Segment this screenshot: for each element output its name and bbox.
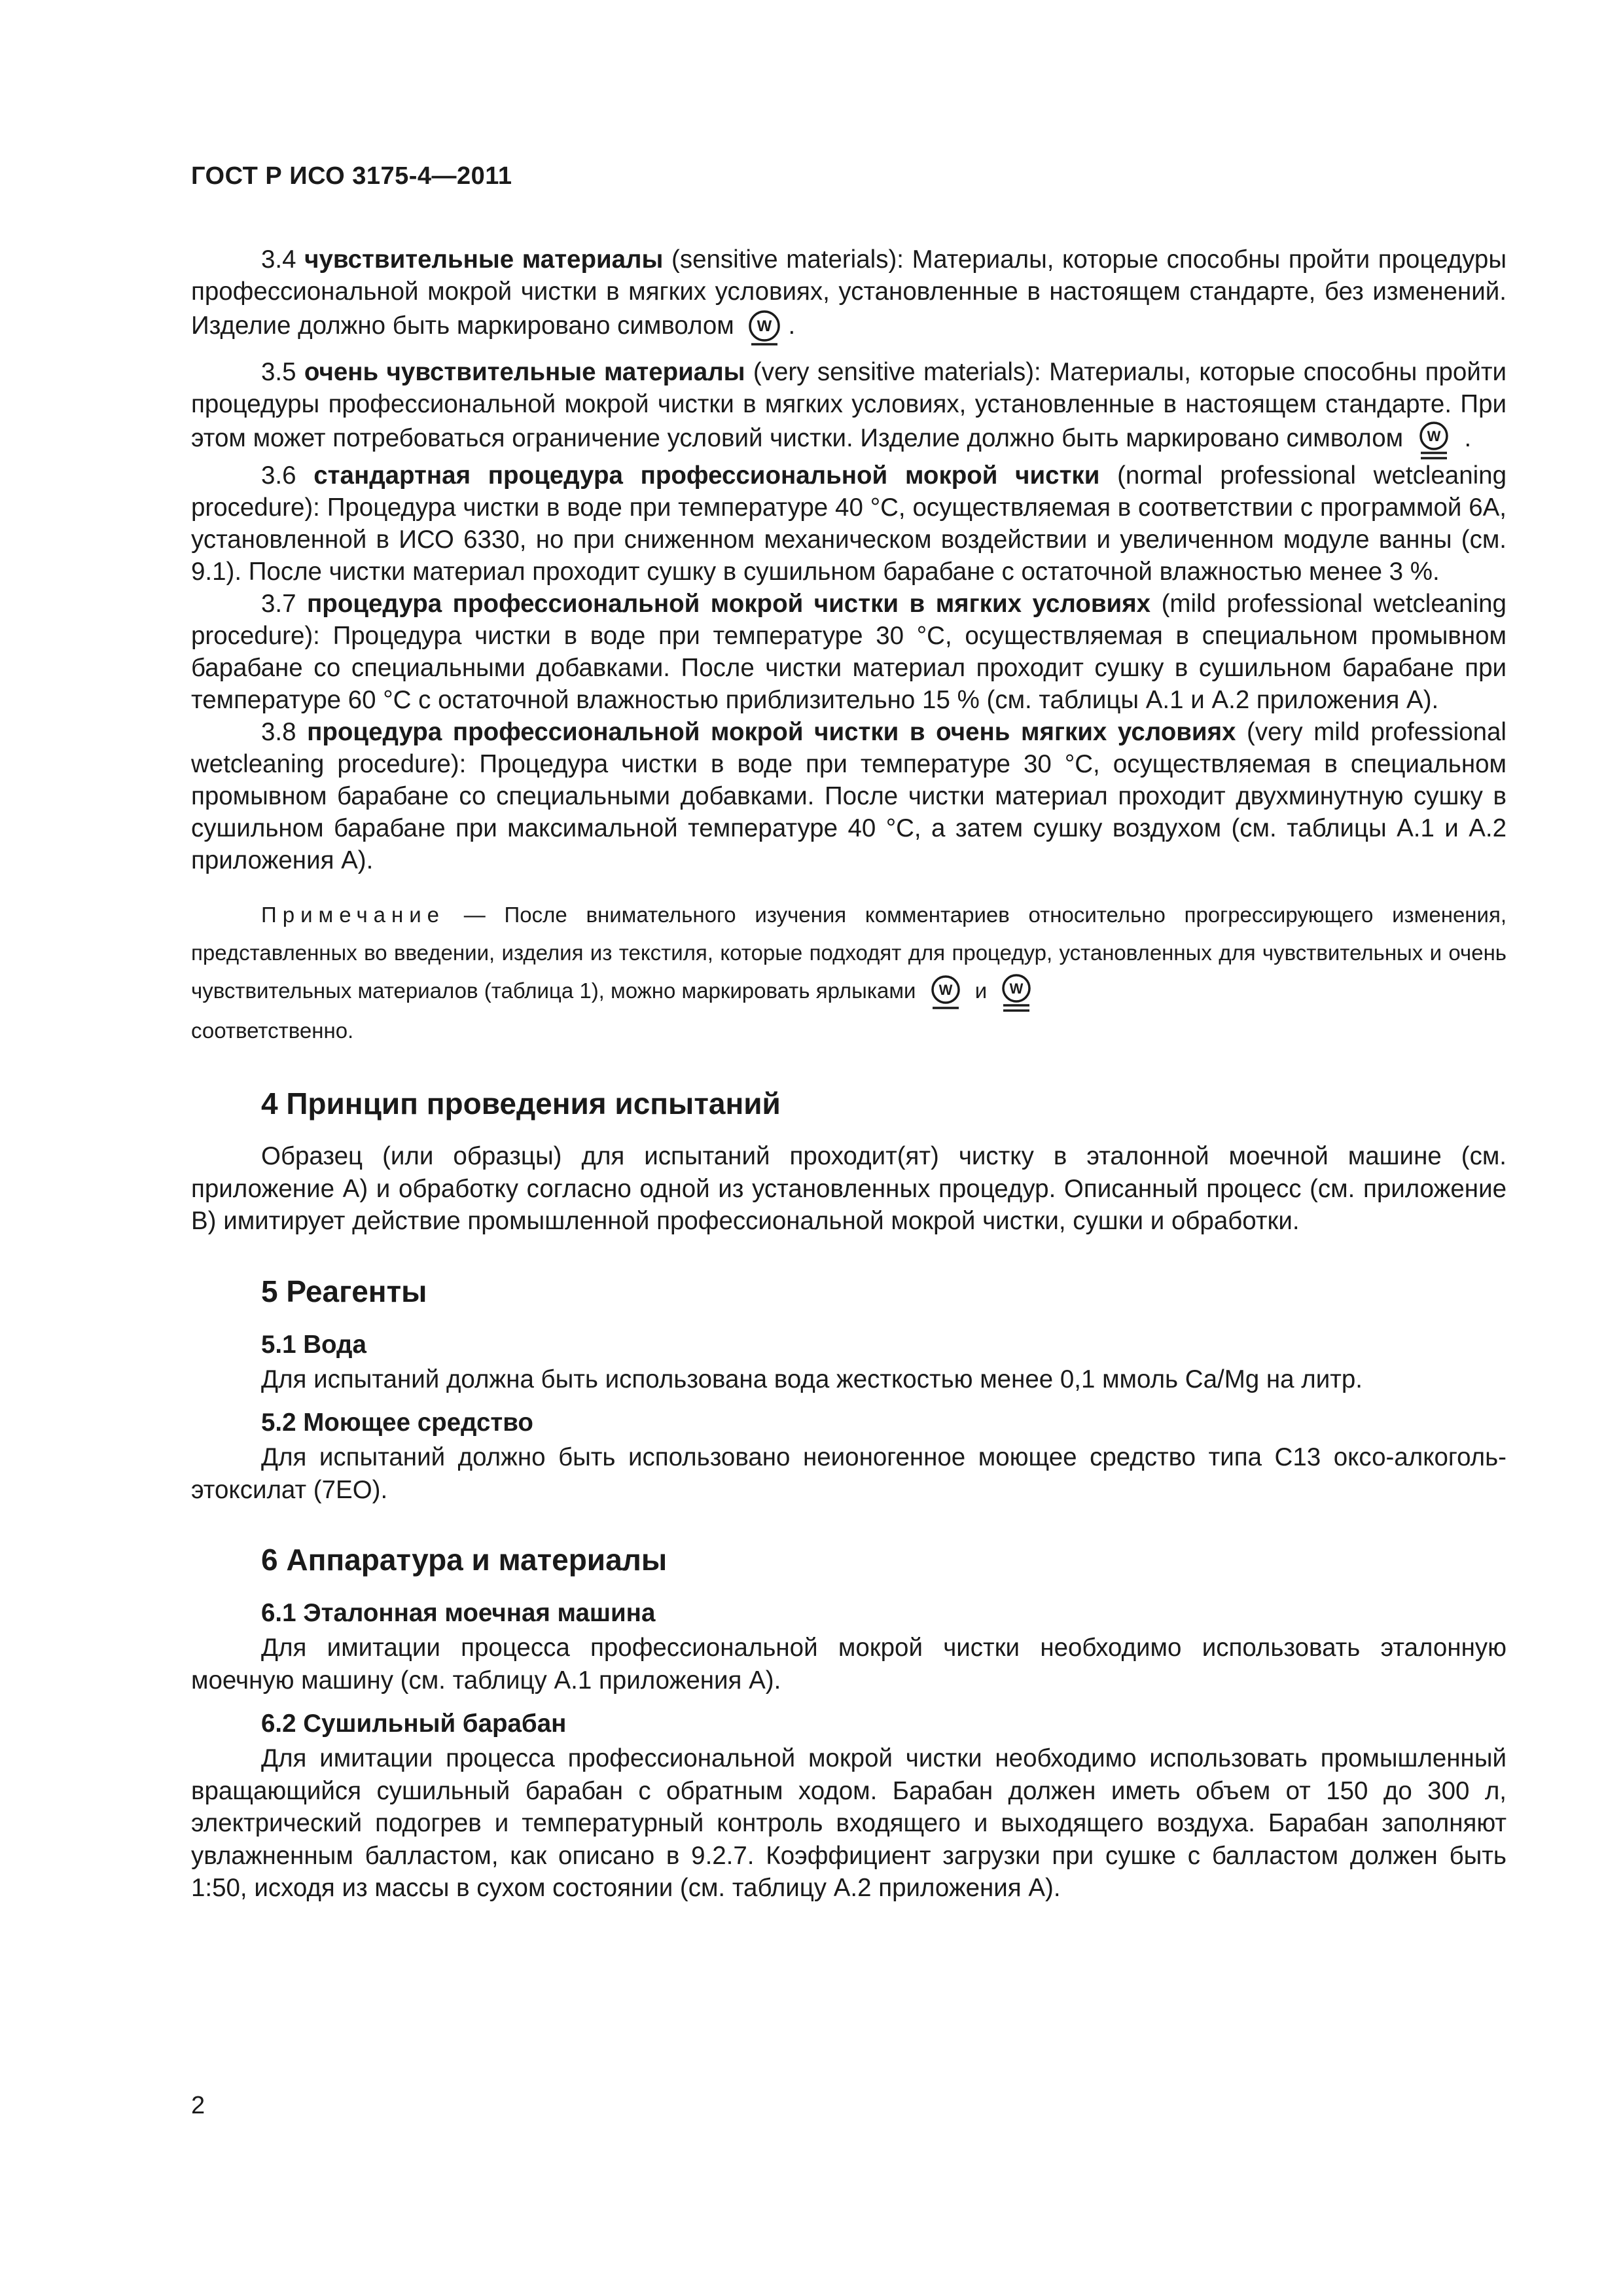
document-body bbox=[191, 243, 1507, 1905]
note-text: — После внимательного изучения комментариев относительно прогрессирующего изменения, представленных во введении, изделия из текстиля, которые подходят для процедур, установленных для чувствительных и очень чувствительных материалов (таблица 1), можно маркировать ярлыками bbox=[191, 903, 1507, 1003]
term-definition: (mild professional wetcleaning procedure): Процедура чистки в воде при температуре 30 °С, осуществляемая в специальном промывном барабане со специальными добавками. После чистки материал проходит сушку в сушильном барабане при температуре 60 °С с остаточной влажностью приблизительно 15 % (см. таблицы А.1 и А.2 приложения А). bbox=[191, 590, 1507, 714]
section-6-title: 6 Аппаратура и материалы bbox=[261, 1543, 668, 1577]
note-paragraph bbox=[191, 896, 1507, 1050]
term-title: процедура профессиональной мокрой чистки в мягких условиях bbox=[307, 590, 1151, 618]
section-5-1-text: Для испытаний должна быть использована вода жесткостью менее 0,1 ммоль Ca/Mg на литр. bbox=[261, 1365, 1363, 1393]
page-number: 2 bbox=[191, 2092, 205, 2119]
term-number: 3.5 bbox=[261, 358, 296, 386]
wetclean-mild-symbol-icon bbox=[926, 973, 965, 1012]
note-end: соответственно. bbox=[191, 1018, 354, 1043]
section-4-text: Образец (или образцы) для испытаний проходит(ят) чистку в эталонной моечной машине (см. приложение А) и обработку согласно одной из установленных процедур. Описанный процесс (см. приложение В) имитирует действие промышленной профессиональной мокрой чистки, сушки и обработки. bbox=[191, 1142, 1507, 1236]
term-definition: (sensitive materials): Материалы, которые способны пройти процедуры профессиональной мокрой чистки в мягких условиях, установленные в настоящем стандарте, без изменений. Изделие должно быть маркировано символом bbox=[191, 245, 1507, 340]
term-end: . bbox=[788, 312, 796, 340]
svg-text:W: W bbox=[757, 317, 772, 335]
term-end: . bbox=[1457, 424, 1472, 453]
term-number: 3.4 bbox=[261, 245, 296, 274]
section-5-1-title: 5.1 Вода bbox=[261, 1330, 366, 1359]
wetclean-very-mild-symbol-icon bbox=[997, 973, 1036, 1012]
section-6-2-text: Для имитации процесса профессиональной мокрой чистки необходимо использовать промышленный вращающийся сушильный барабан с обратным ходом. Барабан должен иметь объем от 150 до 300 л, электрический подогрев и температурный контроль входящего и выходящего воздуха. Барабан заполняют увлажненным балластом, как описано в 9.2.7. Коэффициент загрузки при сушке с балластом должен быть 1:50, исходя из массы в сухом состоянии (см. таблицу А.2 приложения А). bbox=[191, 1744, 1507, 1903]
term-number: 3.8 bbox=[261, 718, 296, 746]
term-definition: (very sensitive materials): Материалы, которые способны пройти процедуры профессиональной мокрой чистки в мягких условиях, установленные в настоящем стандарте. При этом может потребоваться ограничение условий чистки. Изделие должно быть маркировано символом bbox=[191, 358, 1507, 453]
term-number: 3.7 bbox=[261, 590, 296, 618]
term-title: чувствительные материалы bbox=[304, 245, 664, 274]
section-5-title: 5 Реагенты bbox=[261, 1274, 427, 1308]
term-title: процедура профессиональной мокрой чистки в очень мягких условиях bbox=[307, 718, 1236, 746]
term-3-7 bbox=[191, 588, 1507, 716]
wetclean-very-mild-symbol-icon bbox=[1414, 420, 1454, 459]
svg-text:W: W bbox=[1010, 980, 1024, 997]
section-6-2-title: 6.2 Сушильный барабан bbox=[261, 1710, 567, 1738]
term-3-8 bbox=[191, 716, 1507, 876]
term-definition: (very mild professional wetcleaning procedure): Процедура чистки в воде при температуре 30 °С, осуществляемая в специальном промывном барабане со специальными добавками. После чистки материал проходит двухминутную сушку в сушильном барабане при максимальной температуре 40 °С, а затем сушку воздухом (см. таблицы А.1 и А.2 приложения А). bbox=[191, 718, 1507, 874]
document-page bbox=[191, 0, 1507, 2296]
term-title: стандартная процедура профессиональной мокрой чистки bbox=[313, 461, 1100, 490]
section-6-1-text: Для имитации процесса профессиональной мокрой чистки необходимо использовать эталонную моечную машину (см. таблицу А.1 приложения А). bbox=[191, 1634, 1507, 1695]
svg-text:W: W bbox=[938, 982, 953, 999]
term-3-6 bbox=[191, 459, 1507, 588]
wetclean-mild-symbol-icon bbox=[745, 308, 784, 347]
term-number: 3.6 bbox=[261, 461, 296, 490]
term-definition: (normal professional wetcleaning procedure): Процедура чистки в воде при температуре 40 °С, осуществляемая в соответствии с программой 6А, установленной в ИСО 6330, но при сниженном механическом воздействии и увеличенном модуле ванны (см. 9.1). После чистки материал проходит сушку в сушильном барабане с остаточной влажностью менее 3 %. bbox=[191, 461, 1507, 586]
term-3-5 bbox=[191, 356, 1507, 459]
note-label: Примечание bbox=[261, 903, 446, 927]
standard-header: ГОСТ Р ИСО 3175-4—2011 bbox=[191, 162, 512, 190]
section-5-2-title: 5.2 Моющее средство bbox=[261, 1408, 533, 1437]
term-3-4 bbox=[191, 243, 1507, 347]
section-6-1-title: 6.1 Эталонная моечная машина bbox=[261, 1599, 656, 1628]
term-title: очень чувствительные материалы bbox=[304, 358, 745, 386]
svg-text:W: W bbox=[1427, 428, 1441, 444]
note-and: и bbox=[969, 978, 993, 1003]
section-5-2-text: Для испытаний должно быть использовано неионогенное моющее средство типа C13 оксо-алкоголь-этоксилат (7EO). bbox=[191, 1443, 1507, 1504]
section-4-title: 4 Принцип проведения испытаний bbox=[261, 1086, 781, 1121]
